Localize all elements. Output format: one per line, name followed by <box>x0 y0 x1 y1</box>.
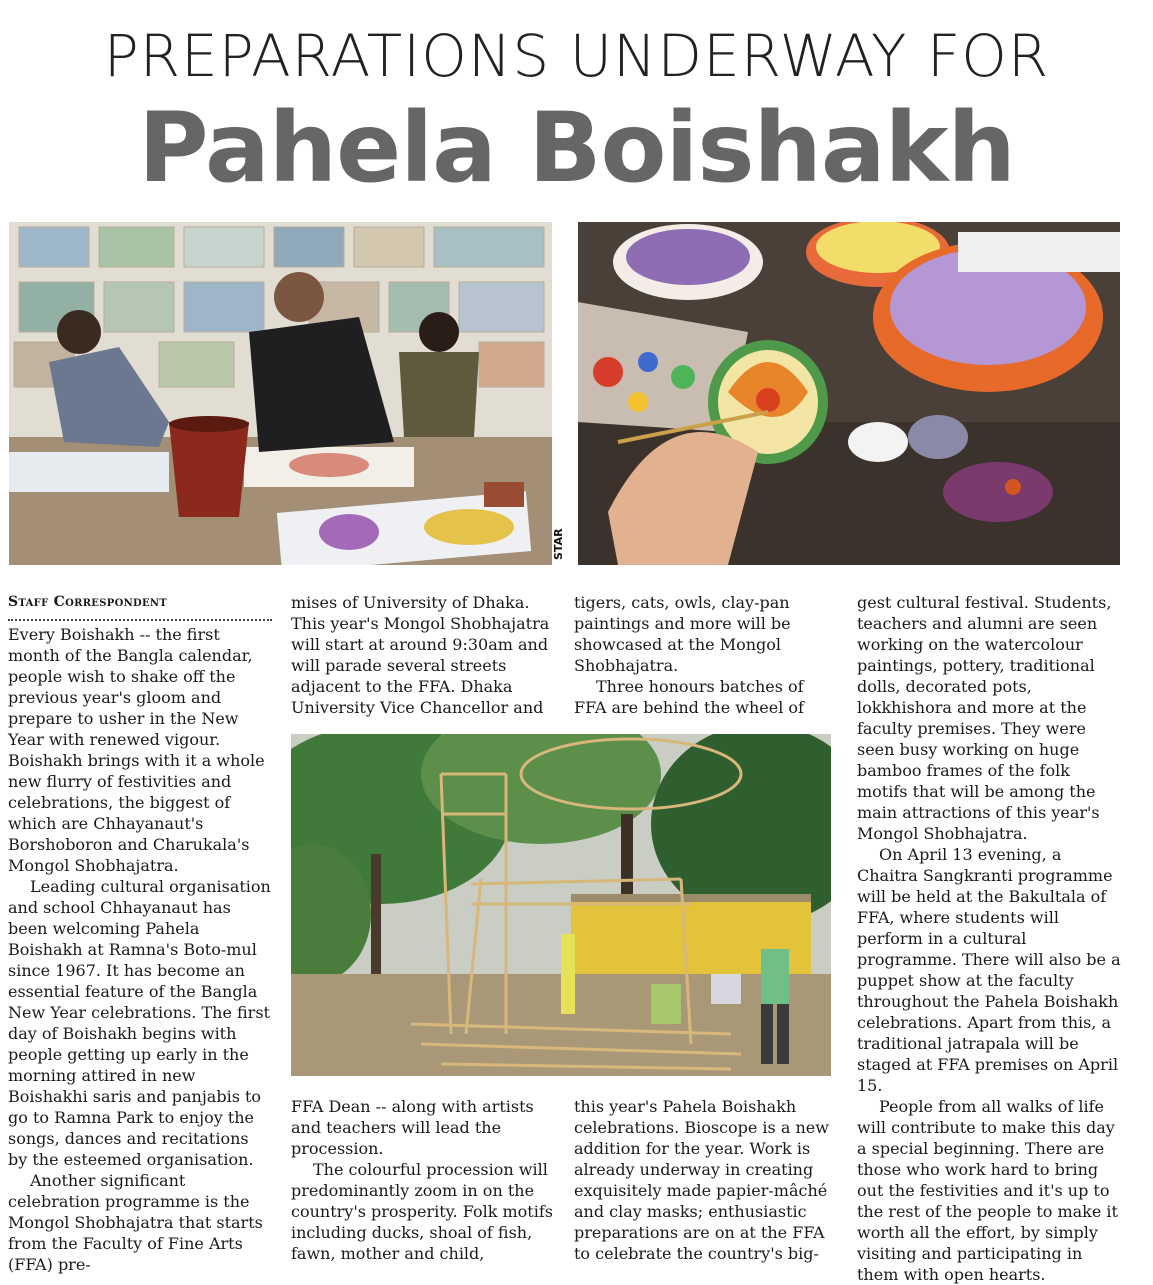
paragraph: tigers, cats, owls, clay-pan paintings and more will be showcased at the Mongol Shobhajatra. <box>574 593 791 675</box>
paragraph: this year's Pahela Boishakh celebrations. Bioscope is a new addition for the year. Work is already underway in creating exquisitely made papier-mâché and clay masks; enthusiastic preparations are on at the FFA to celebrate the country's big- <box>574 1097 829 1263</box>
paragraph: Every Boishakh -- the first month of the Bangla calendar, people wish to shake off the previous year's gloom and prepare to usher in the New Year with renewed vigour. Boishakh brings with it a whole new flurry of festivities and celebrations, the biggest of which are Chhayanaut's Borshoboron and Charukala's Mongol Shobhajatra. <box>8 625 265 875</box>
paragraph: Another significant celebration programme is the Mongol Shobhajatra that starts from the Faculty of Fine Arts (FFA) pre- <box>8 1171 263 1274</box>
photo-credit-source: STAR <box>552 528 565 560</box>
photo-painters <box>9 222 552 565</box>
photo-bamboo-frame <box>291 734 831 1076</box>
article-column-2-top <box>291 592 556 718</box>
paragraph: Three honours batches of FFA are behind the wheel of <box>574 677 804 717</box>
article-column-2-bottom <box>291 1096 556 1264</box>
headline-kicker: PREPARATIONS UNDERWAY FOR <box>103 22 1050 90</box>
paragraph: Leading cultural organisation and school Chhayanaut has been welcoming Pahela Boishakh at Ramna's Boto-mul since 1967. It has become an essential feature of the Bangla New Year celebrations. The first day of Boishakh begins with people getting up early in the morning attired in new Boishakhi saris and panjabis to go to Ramna Park to enjoy the songs, dances and recitations by the esteemed organisation. <box>8 877 271 1169</box>
paragraph: On April 13 evening, a Chaitra Sangkranti programme will be held at the Bakultala of FFA, where students will perform in a cultural programme. There will also be a puppet show at the faculty throughout the Pahela Boishakh celebrations. Apart from this, a traditional jatrapala will be staged at FFA premises on April 15. <box>857 845 1121 1095</box>
paragraph: The colourful procession will predominantly zoom in on the country's prosperity. Folk motifs including ducks, shoal of fish, fawn, mother and child, <box>291 1160 553 1263</box>
article-column-3-top <box>574 592 839 718</box>
paragraph: mises of University of Dhaka. This year's Mongol Shobhajatra will start at around 9:30am and will parade several streets adjacent to the FFA. Dhaka University Vice Chancellor and <box>291 593 550 717</box>
article-column-4 <box>857 592 1121 1285</box>
article-column-3-bottom <box>574 1096 839 1264</box>
byline: Staff Correspondent <box>8 592 272 621</box>
paragraph: People from all walks of life will contribute to make this day a special beginning. There are those who work hard to bring out the festivities and it's up to the rest of the people to make it worth all the effort, by simply visiting and participating in them with open hearts. <box>857 1097 1118 1284</box>
photo-bowls <box>578 222 1120 565</box>
photo-credit <box>552 480 576 570</box>
headline: Pahela Boishakh <box>138 92 1015 204</box>
article-column-1 <box>8 592 272 1275</box>
paragraph: gest cultural festival. Students, teachers and alumni are seen working on the watercolour paintings, pottery, traditional dolls, decorated pots, lokkhishora and more at the faculty premises. They were seen busy working on huge bamboo frames of the folk motifs that will be among the main attractions of this year's Mongol Shobhajatra. <box>857 593 1112 843</box>
paragraph: FFA Dean -- along with artists and teachers will lead the procession. <box>291 1097 534 1158</box>
